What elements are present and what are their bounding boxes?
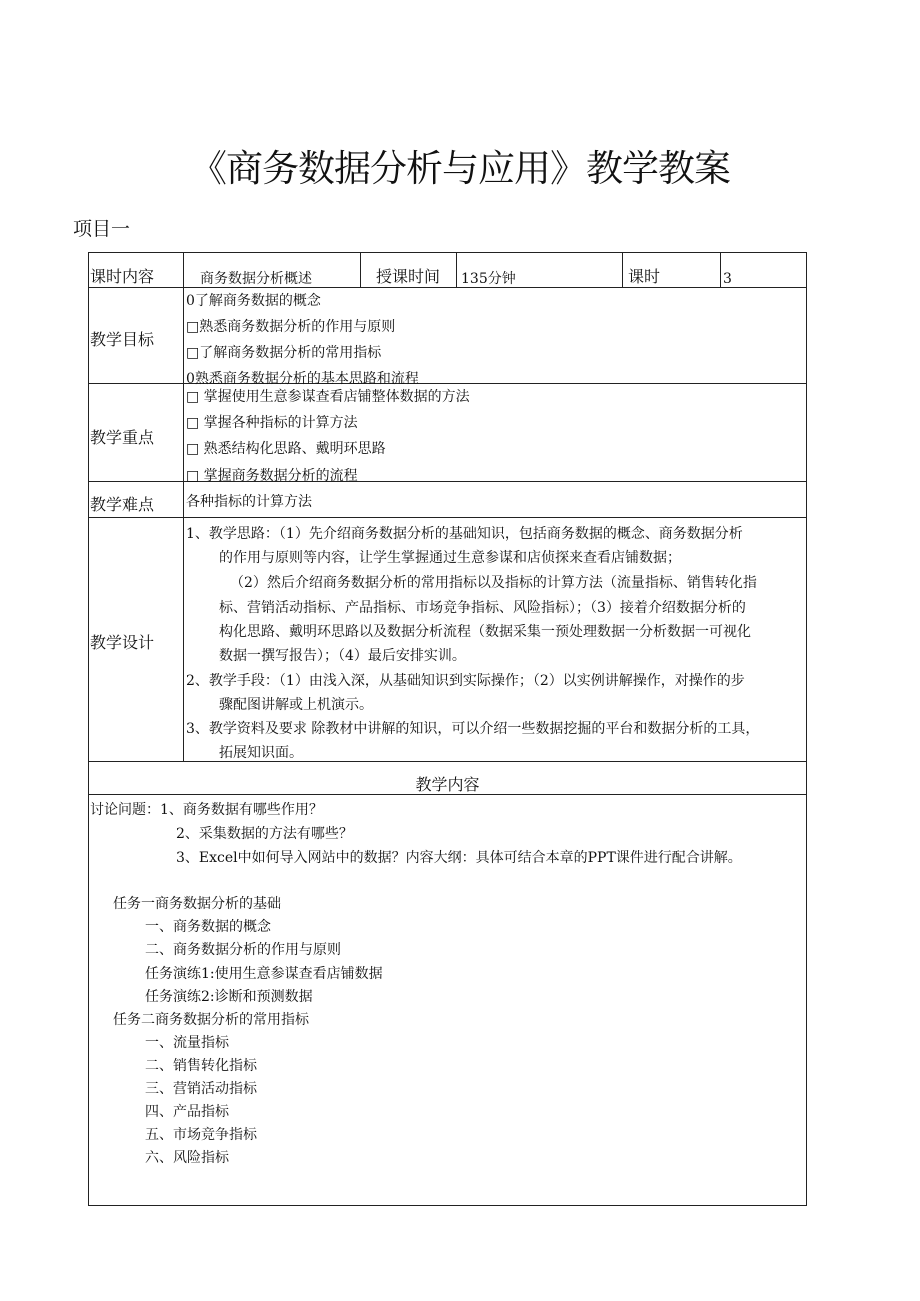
outline-item: 任务演练1:使用生意参谋查看店铺数据 — [145, 966, 383, 982]
col-divider — [183, 252, 184, 761]
discussion-line: 2、采集数据的方法有哪些？ — [176, 826, 353, 842]
teaching-time-value: 135分钟 — [461, 271, 516, 287]
outline-item: 一、流量指标 — [145, 1035, 229, 1051]
design-line: 3、教学资料及要求 除教材中讲解的知识，可以介绍一些数据挖掘的平台和数据分析的工具， — [186, 721, 760, 737]
document-title: 《商务数据分析与应用》教学教案 — [190, 147, 730, 190]
outline-item: 三、营销活动指标 — [145, 1081, 257, 1097]
lesson-content-value: 商务数据分析概述 — [200, 271, 312, 287]
design-label: 教学设计 — [90, 633, 155, 652]
design-line: 构化思路、戴明环思路以及数据分析流程（数据采集一预处理数据一分析数据一可视化 — [219, 624, 751, 640]
class-hours-label: 课时 — [628, 267, 661, 286]
col-divider — [360, 252, 361, 287]
keypoint-item: □ 掌握各种指标的计算方法 — [186, 415, 358, 431]
outline-task: 任务一商务数据分析的基础 — [113, 896, 281, 912]
design-line: 2、教学手段：（1）由浅入深，从基础知识到实际操作；（2）以实例讲解操作，对操作的步 — [186, 673, 745, 689]
design-line: 1、教学思路：（1）先介绍商务数据分析的基础知识，包括商务数据的概念、商务数据分析 — [186, 526, 743, 542]
difficulty-value: 各种指标的计算方法 — [186, 494, 312, 510]
design-line: 骤配图讲解或上机演示。 — [219, 697, 373, 713]
outline-task: 任务二商务数据分析的常用指标 — [113, 1012, 309, 1028]
outline-item: 任务演练2:诊断和预测数据 — [145, 989, 313, 1005]
row-divider — [88, 287, 807, 288]
keypoint-item: □ 掌握使用生意参谋查看店铺整体数据的方法 — [186, 389, 470, 405]
design-line: （2）然后介绍商务数据分析的常用指标以及指标的计算方法（流量指标、销售转化指 — [230, 575, 757, 591]
design-line: 的作用与原则等内容，让学生掌握通过生意参谋和店侦探来查看店铺数据； — [219, 550, 681, 566]
objectives-label: 教学目标 — [90, 330, 155, 349]
keypoint-item: □ 熟悉结构化思路、戴明环思路 — [186, 441, 386, 457]
objective-item: 0熟悉商务数据分析的基本思路和流程 — [186, 371, 419, 387]
outline-item: 四、产品指标 — [145, 1104, 229, 1120]
class-hours-value: 3 — [723, 271, 732, 287]
objective-item: □了解商务数据分析的常用指标 — [186, 345, 382, 361]
design-line: 拓展知识面。 — [219, 745, 303, 761]
outline-item: 一、商务数据的概念 — [145, 919, 271, 935]
keypoint-item: □ 掌握商务数据分析的流程 — [186, 468, 358, 484]
objective-item: 0了解商务数据的概念 — [186, 293, 321, 309]
design-line: 数据一撰写报告）；（4）最后安排实训。 — [219, 648, 466, 664]
col-divider — [456, 252, 457, 287]
content-header: 教学内容 — [415, 775, 480, 794]
keypoints-label: 教学重点 — [90, 428, 155, 447]
outline-item: 六、风险指标 — [145, 1150, 229, 1166]
row-divider — [88, 761, 807, 762]
project-label: 项目一 — [73, 218, 131, 240]
teaching-time-label: 授课时间 — [376, 267, 441, 286]
difficulty-label: 教学难点 — [90, 495, 155, 514]
discussion-line: 3、Excel中如何导入网站中的数据？内容大纲：具体可结合本章的PPT课件进行配合讲解。 — [176, 850, 742, 866]
objective-item: □熟悉商务数据分析的作用与原则 — [186, 319, 396, 335]
outline-item: 二、商务数据分析的作用与原则 — [145, 942, 341, 958]
outline-item: 五、市场竞争指标 — [145, 1127, 257, 1143]
design-line: 标、营销活动指标、产品指标、市场竞争指标、风险指标）；（3）接着介绍数据分析的 — [219, 600, 746, 616]
discussion-line: 讨论问题：1、商务数据有哪些作用？ — [90, 802, 323, 818]
lesson-content-label: 课时内容 — [90, 267, 155, 286]
outline-item: 二、销售转化指标 — [145, 1058, 257, 1074]
row-divider — [88, 517, 807, 518]
col-divider — [622, 252, 623, 287]
col-divider — [720, 252, 721, 287]
